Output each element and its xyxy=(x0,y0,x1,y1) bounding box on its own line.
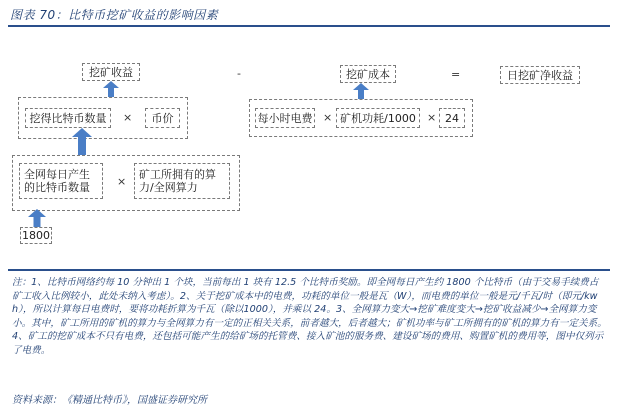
hourly-electricity-box xyxy=(255,108,315,128)
source-line: 资料来源：《精通比特币》，国盛证券研究所 xyxy=(12,395,207,406)
figure-title: 图表 70：比特币挖矿收益的影响因素 xyxy=(10,8,219,22)
multiply-operator: × xyxy=(117,175,127,188)
bitcoins-mined-box xyxy=(25,108,111,128)
up-arrow-icon xyxy=(28,209,46,227)
daily-net-revenue-box xyxy=(500,66,580,84)
coin-price-box xyxy=(145,108,180,128)
miner-power-label: 矿机功耗/1000 xyxy=(340,111,416,125)
up-arrow-icon xyxy=(353,83,369,100)
hours-label: 24 xyxy=(445,111,459,125)
footnote: 注：1、比特币网络约每 10 分钟出 1 个块，当前每出 1 块有 12.5 个比特币奖励。即全网每日产生约 1800 个比特币（由于交易手续费占矿工收入比例较小，此处未纳入考虑）。2、关于挖矿成本中的电费，功耗的单位一般是瓦（W），而电费的单位一般是元/千瓦/时（即元/kwh），所以计算每日电费时，要将功耗折算为千瓦（除以1000），并乘以 24。3、全网算力变大→挖矿难度变大→挖矿收益减少→全网算力变小。其中，矿工所用的矿机的算力与全网算力有一定的正相关关系，前者越大，后者越大；矿机功率与矿工所拥有的矿机的算力有一定关系。4、矿工的挖矿成本不只有电费，还包括可能产生的给矿场的托管费、接入矿池的服务费、建设矿场的费用、购置矿机的费用等，图中仅列示了电费。 xyxy=(12,277,607,356)
top-divider xyxy=(8,25,610,27)
hourly-electricity-label: 每小时电费 xyxy=(257,111,313,125)
multiply-operator: × xyxy=(323,111,333,124)
mining-cost-box xyxy=(340,65,396,83)
hashrate-share-label: 矿工所拥有的算 力/全网算力 xyxy=(139,168,216,194)
hours-box xyxy=(439,108,465,128)
multiply-operator: × xyxy=(427,111,437,124)
section-divider xyxy=(8,269,610,271)
mining-revenue-box xyxy=(82,63,140,81)
multiply-operator: × xyxy=(123,111,133,124)
miner-power-box xyxy=(336,108,420,128)
mining-revenue-label: 挖矿收益 xyxy=(89,65,133,79)
coin-price-label: 币价 xyxy=(151,111,174,125)
equals-operator: = xyxy=(451,68,461,81)
block-count-label: 1800 xyxy=(22,229,50,242)
mining-cost-label: 挖矿成本 xyxy=(346,67,390,81)
network-daily-box xyxy=(19,163,103,199)
hashrate-share-box xyxy=(134,163,230,199)
up-arrow-icon xyxy=(103,81,119,98)
up-arrow-icon xyxy=(72,128,92,155)
minus-operator: - xyxy=(237,67,241,80)
daily-net-revenue-label: 日挖矿净收益 xyxy=(507,68,573,82)
block-count-box xyxy=(20,227,52,244)
bitcoins-mined-label: 挖得比特币数量 xyxy=(29,111,107,125)
network-daily-label: 全网每日产生 的比特币数量 xyxy=(24,168,90,194)
